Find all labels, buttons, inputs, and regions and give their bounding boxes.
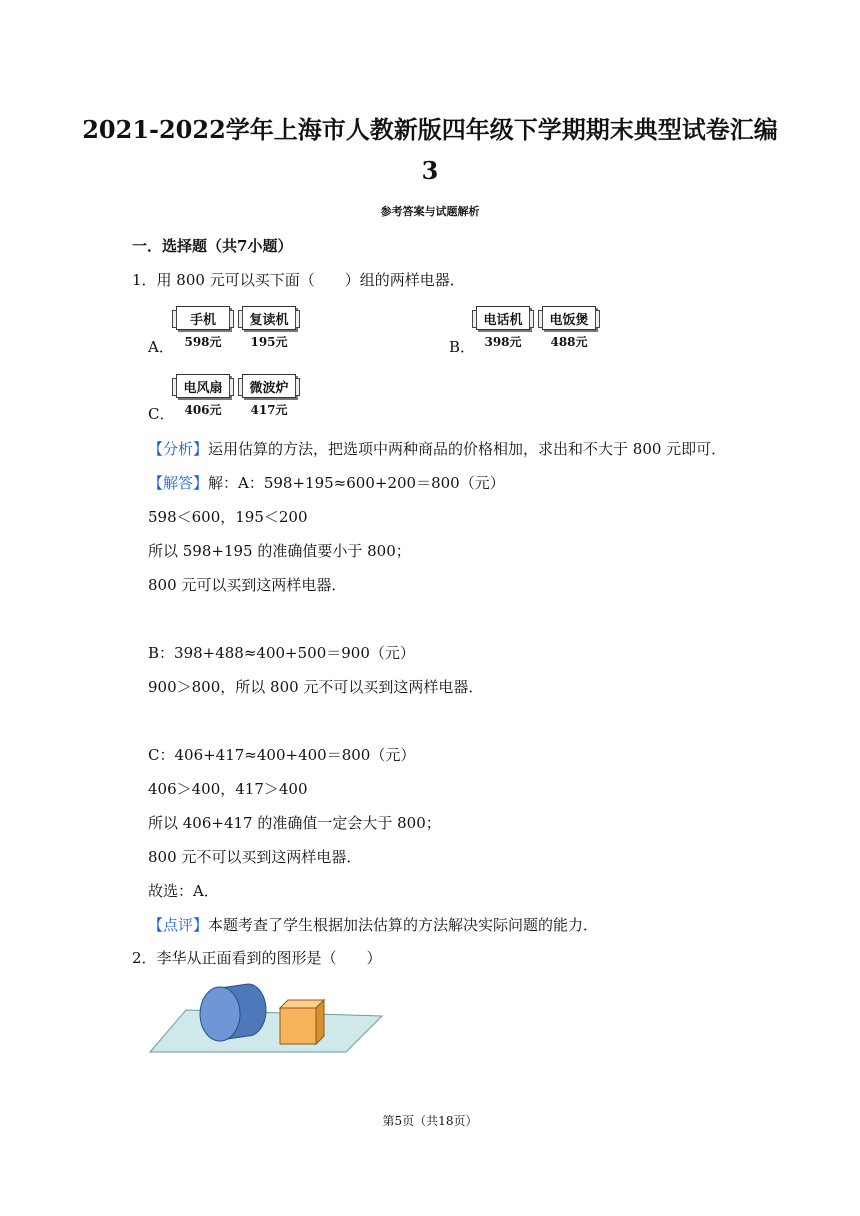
price-card <box>540 306 598 350</box>
answer-first-line: 解：A：598+195≈600+200＝800（元） <box>208 474 505 492</box>
price-card-price: 598元 <box>184 335 222 349</box>
q1-option-a-letter: A． <box>148 338 174 356</box>
answer-line: 800 元可以买到这两样电器． <box>148 576 347 594</box>
price-card <box>240 374 298 418</box>
price-card-price: 417元 <box>250 403 288 417</box>
price-card <box>174 306 232 350</box>
q1-option-c-cards <box>174 374 298 418</box>
cube-shape <box>280 1000 324 1044</box>
answer-line: 800 元不可以买到这两样电器． <box>148 848 362 866</box>
q1-answer <box>148 472 505 493</box>
q2-figure <box>148 980 384 1056</box>
comment-text: 本题考查了学生根据加法估算的方法解决实际问题的能力． <box>208 916 599 934</box>
document-title-line2: 3 <box>421 156 439 185</box>
analysis-text: 运用估算的方法，把选项中两种商品的价格相加，求出和不大于 800 元即可． <box>208 440 727 458</box>
cylinder-shape <box>200 984 266 1041</box>
price-card <box>174 374 232 418</box>
price-card-name: 电饭煲 <box>542 306 596 330</box>
q1-analysis <box>148 438 726 459</box>
answer-line: 所以 406+417 的准确值一定会大于 800； <box>148 814 441 832</box>
answer-line: 900＞800，所以 800 元不可以买到这两样电器． <box>148 678 484 696</box>
q1-comment <box>148 914 598 935</box>
q1-option-a-cards <box>174 306 298 350</box>
section-heading: 一．选择题（共7小题） <box>132 237 293 255</box>
q1-option-b-letter: B． <box>449 338 476 356</box>
answer-line: 598＜600，195＜200 <box>148 508 308 526</box>
price-card <box>240 306 298 350</box>
q2-stem: 2．李华从正面看到的图形是（ ） <box>132 949 382 967</box>
price-card <box>474 306 532 350</box>
answer-line: 406＞400，417＞400 <box>148 780 308 798</box>
price-card-price: 398元 <box>484 335 522 349</box>
price-card-price: 488元 <box>550 335 588 349</box>
q1-option-c-letter: C． <box>148 405 175 423</box>
document-subtitle: 参考答案与试题解析 <box>380 205 480 218</box>
analysis-tag: 【分析】 <box>148 440 209 458</box>
q1-option-b-cards <box>474 306 598 350</box>
price-card-name: 电风扇 <box>176 374 230 398</box>
price-card-price: 195元 <box>250 335 288 349</box>
answer-line: 故选：A． <box>148 882 219 900</box>
answer-line: B：398+488≈400+500＝900（元） <box>148 644 415 662</box>
price-card-name: 复读机 <box>242 306 296 330</box>
price-card-price: 406元 <box>184 403 222 417</box>
price-card-name: 手机 <box>176 306 230 330</box>
document-title-line1: 2021-2022学年上海市人教新版四年级下学期期末典型试卷汇编 <box>82 115 778 144</box>
comment-tag: 【点评】 <box>148 916 209 934</box>
price-card-name: 微波炉 <box>242 374 296 398</box>
q1-stem: 1．用 800 元可以买下面（ ）组的两样电器． <box>132 271 465 289</box>
page-footer: 第5页（共18页） <box>382 1114 478 1128</box>
answer-line: 所以 598+195 的准确值要小于 800； <box>148 542 411 560</box>
answer-line: C：406+417≈400+400＝800（元） <box>148 746 416 764</box>
answer-tag: 【解答】 <box>148 474 209 492</box>
price-card-name: 电话机 <box>476 306 530 330</box>
